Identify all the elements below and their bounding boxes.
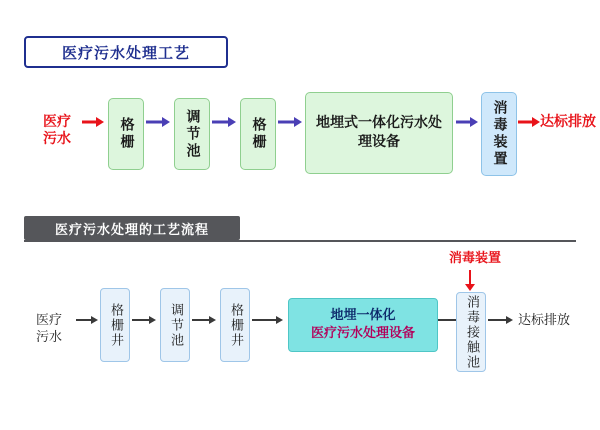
section1-title-text: 医疗污水处理工艺 (61, 43, 190, 62)
box-disinfection-device-1 (481, 92, 517, 176)
box-regulating-tank-2 (160, 288, 190, 362)
box-grid-1-label: 格栅 (118, 117, 135, 151)
section2-diagram (0, 250, 600, 400)
box-grid-well-2 (220, 288, 250, 362)
box-disinfection-device-1-label: 消毒装置 (491, 100, 508, 168)
box-grid-well-1 (100, 288, 130, 362)
box-buried-integrated-equipment-2-line2: 医疗污水处理设备 (310, 326, 415, 341)
section2-title-text: 医疗污水处理的工艺流程 (54, 222, 209, 238)
section1-input-label: 医疗 污水 (43, 114, 71, 147)
box-disinfection-contact-tank (456, 292, 486, 372)
box-regulating-tank-1 (174, 98, 210, 170)
section2-annotation (420, 250, 530, 267)
box-buried-integrated-equipment-2-line1: 地埋一体化 (330, 308, 396, 323)
section2-output-text: 达标排放 (518, 313, 571, 328)
section1-title (24, 36, 228, 68)
box-grid-2-label: 格栅 (250, 117, 267, 151)
box-grid-well-1-label: 格栅井 (108, 302, 123, 348)
section2-title-rule (24, 240, 576, 242)
box-grid-1 (108, 98, 144, 170)
section1-diagram (0, 80, 600, 200)
box-regulating-tank-1-label: 调节池 (184, 108, 201, 160)
box-disinfection-contact-tank-label: 消毒接触池 (464, 294, 479, 370)
section2-input-label: 医疗 污水 (35, 313, 62, 345)
box-regulating-tank-2-label: 调节池 (168, 302, 183, 348)
section1-output-label (540, 114, 600, 131)
section2-annotation-text: 消毒装置 (448, 251, 501, 266)
box-grid-well-2-label: 格栅井 (228, 302, 243, 348)
box-buried-integrated-equipment-label: 地埋式一体化污水处理设备 (316, 115, 442, 150)
box-grid-2 (240, 98, 276, 170)
section1-output-text: 达标排放 (540, 114, 596, 130)
box-buried-integrated-equipment-2 (288, 298, 438, 352)
section2-output-label (518, 312, 590, 329)
box-buried-integrated-equipment (305, 92, 453, 174)
section2-title (24, 216, 240, 240)
